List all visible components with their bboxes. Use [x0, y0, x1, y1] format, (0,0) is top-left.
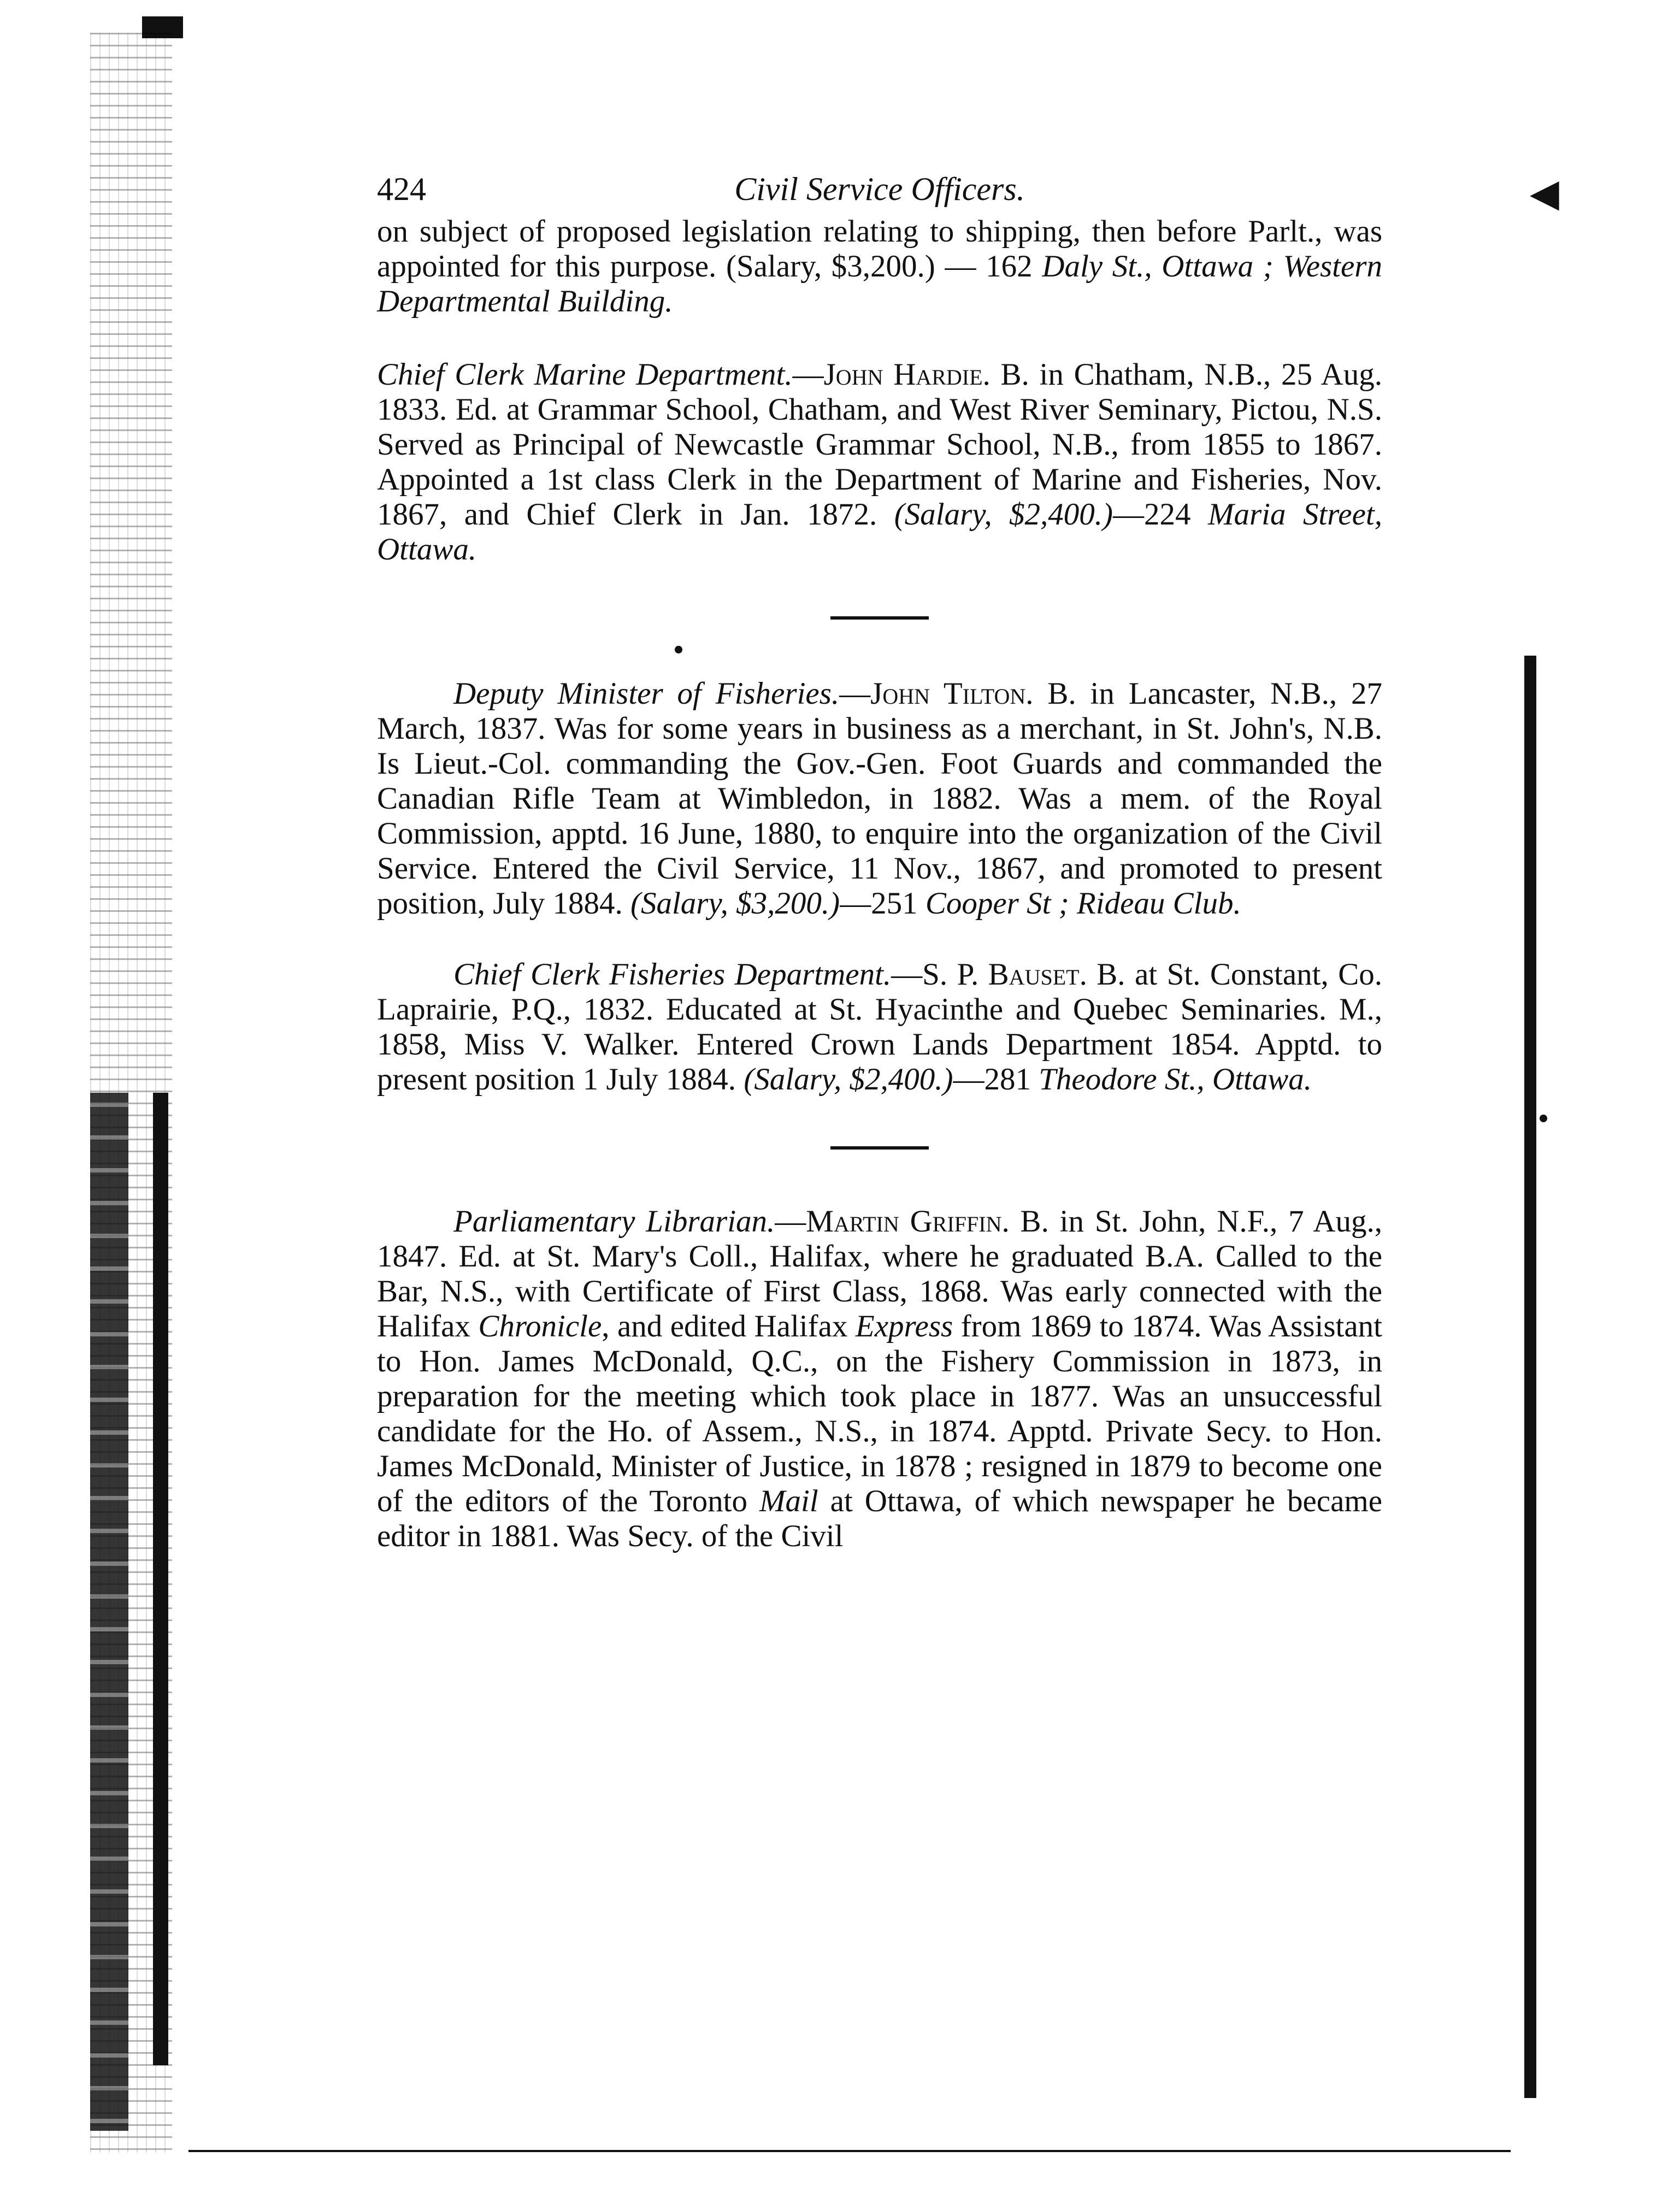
continuation-salary: (Salary, $3,200.) — 162	[726, 249, 1033, 284]
continuation-address: Daly St., Ottawa ; Western Departmental Building.	[377, 249, 1382, 319]
section-divider	[830, 616, 929, 620]
entry-name: Martin Griffin.	[806, 1204, 1010, 1239]
entry-dash: —	[891, 957, 923, 992]
entry-dash: —	[839, 676, 871, 711]
entry-salary: (Salary, $3,200.)	[630, 886, 840, 921]
entry-body: from 1869 to 1874. Was Assistant to Hon. James McDonald, Q.C., on the Fishery Commission in 1873, in preparation for the meeting which took place in 1877. Was an unsuccessful candidate for the Ho. of Assem., N.S., in 1874. Apptd. Private Secy. to Hon. James McDonald, Minister of Justice, in 1878 ; resigned in 1879 to become one of the editors of the Toronto	[377, 1309, 1382, 1518]
spacer	[377, 921, 1382, 957]
entry-body: B. in Lancaster, N.B., 27 March, 1837. Was for some years in business as a merchant, in St. John's, N.B. Is Lieut.-Col. commanding the Gov.-Gen. Foot Guards and commanded the Canadian Rifle Team at Wimbledon, in 1882. Was a mem. of the Royal Commission, apptd. 16 June, 1880, to enquire into the organization of the Civil Service. Entered the Civil Service, 11 Nov., 1867, and promoted to present position, July 1884.	[377, 676, 1382, 921]
entry-name: John Hardie.	[823, 357, 991, 392]
entry-name: John Tilton.	[870, 676, 1034, 711]
entry-dash: —	[775, 1204, 806, 1239]
running-title: Civil Service Officers.	[734, 171, 1025, 207]
entry-salary: (Salary, $2,400.)	[894, 497, 1113, 532]
entry-position: Chief Clerk Marine Department.	[377, 357, 793, 392]
entry-tail: —224	[1113, 497, 1208, 532]
entry-address: Cooper St ; Rideau Club.	[925, 886, 1241, 921]
entry-body: B. at St. Constant, Co. Laprairie, P.Q., 1832. Educated at St. Hyacinthe and Quebec Seminaries. M., 1858, Miss V. Walker. Entered Crown Lands Department 1854. Apptd. to present position 1 July 1884.	[377, 957, 1382, 1097]
entry-chief-clerk-fisheries	[377, 957, 1382, 1097]
spacer	[377, 1097, 1382, 1146]
spacer	[377, 653, 1382, 676]
page-number: 424	[377, 171, 426, 207]
entry-tail: —281	[953, 1062, 1039, 1097]
spacer	[377, 319, 1382, 357]
entry-body: B. in St. John, N.F., 7 Aug., 1847. Ed. at St. Mary's Coll., Halifax, where he graduated B.A. Called to the Bar, N.S., with Certificate of First Class, 1868. Was early connected with the Halifax	[377, 1204, 1382, 1344]
entry-salary: (Salary, $2,400.)	[744, 1062, 953, 1097]
entry-position: Deputy Minister of Fisheries.	[453, 676, 840, 711]
scan-artifact-left-bar-inner	[153, 1093, 168, 2065]
entry-body: at Ottawa, of which newspaper he became editor in 1881. Was Secy. of the Civil	[377, 1484, 1383, 1553]
entry-body: B. in Chatham, N.B., 25 Aug. 1833. Ed. at Grammar School, Chatham, and West River Seminary, Pictou, N.S. Served as Principal of Newcastle Grammar School, N.B., from 1855 to 1867. Appointed a 1st class Clerk in the Department of Marine and Fisheries, Nov. 1867, and Chief Clerk in Jan. 1872.	[377, 357, 1382, 532]
entry-dash: —	[792, 357, 824, 392]
arrow-left-icon: ◀	[1530, 170, 1559, 215]
page-header	[377, 164, 1382, 214]
entry-parliamentary-librarian	[377, 1204, 1382, 1554]
scan-artifact-left-bar	[90, 1093, 128, 2131]
stray-dot	[675, 646, 682, 653]
scan-artifact-right-dot	[1540, 1115, 1547, 1122]
scan-artifact-right-bar	[1524, 656, 1536, 2098]
entry-position: Chief Clerk Fisheries Department.	[453, 957, 892, 992]
continuation-paragraph	[377, 214, 1382, 319]
entry-address: Maria Street, Ottawa.	[377, 497, 1382, 567]
entry-chief-clerk-marine	[377, 357, 1382, 567]
newspaper-title: Express	[855, 1309, 953, 1344]
entry-address: Theodore St., Ottawa.	[1039, 1062, 1312, 1097]
spacer	[377, 567, 1382, 616]
entry-tail: —251	[840, 886, 926, 921]
newspaper-title: Chronicle	[478, 1309, 602, 1344]
continuation-text: on subject of proposed legislation relating to shipping, then before Parlt., was appointed for this purpose.	[377, 214, 1382, 284]
page-text-block	[377, 164, 1382, 1554]
entry-position: Parliamentary Librarian.	[453, 1204, 775, 1239]
entry-deputy-minister-fisheries	[377, 676, 1382, 921]
scan-artifact-bottom-rule	[188, 2150, 1511, 2152]
entry-name: S. P. Bauset.	[922, 957, 1087, 992]
newspaper-title: Mail	[759, 1484, 818, 1518]
spacer	[377, 1150, 1382, 1204]
entry-body: , and edited Halifax	[602, 1309, 856, 1344]
